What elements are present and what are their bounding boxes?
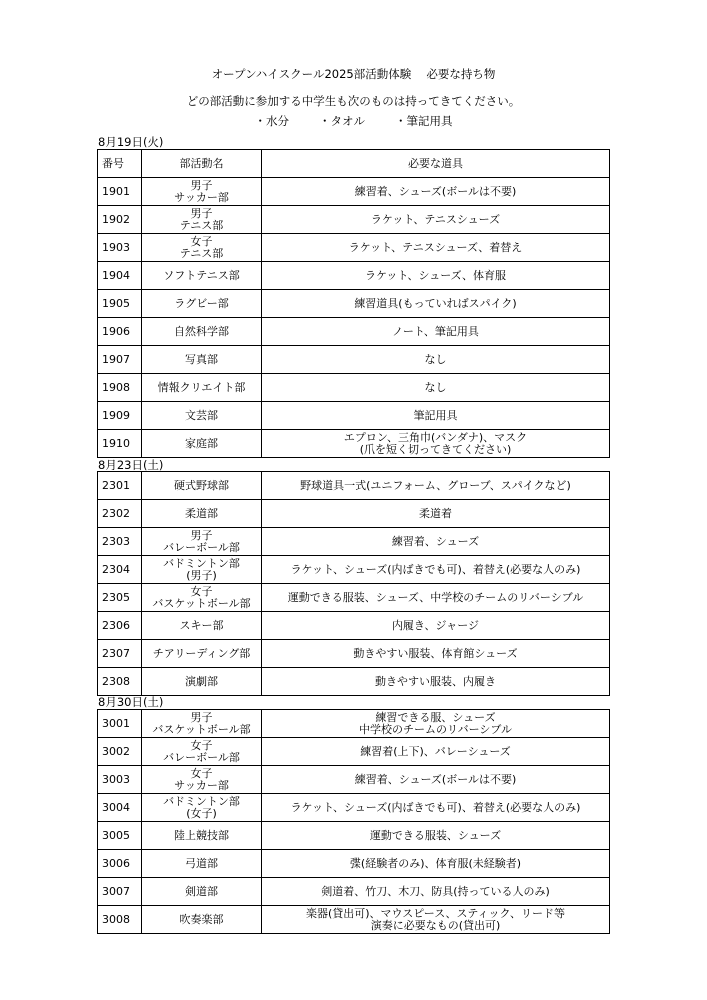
- club-items-cell: 練習着、シューズ(ボールは不要): [262, 178, 610, 206]
- table-row: [98, 528, 610, 556]
- club-items-cell: 動きやすい服装、体育館シューズ: [262, 640, 610, 668]
- session-date-0823: 8月23日(土): [98, 458, 164, 472]
- table-row: [98, 402, 610, 430]
- club-items-cell: ラケット、シューズ、体育服: [262, 262, 610, 290]
- club-name-cell: ソフトテニス部: [142, 262, 262, 290]
- club-name-cell: 剣道部: [142, 878, 262, 906]
- common-item-towel: ・タオル: [319, 114, 365, 128]
- club-name-cell: バドミントン部 (男子): [142, 556, 262, 584]
- table-row: [98, 234, 610, 262]
- club-number-cell: 2301: [98, 472, 142, 500]
- club-number-cell: 3002: [98, 738, 142, 766]
- club-items-cell: 練習着(上下)、バレーシューズ: [262, 738, 610, 766]
- club-number-cell: 1910: [98, 430, 142, 458]
- table-row: [98, 766, 610, 794]
- club-name-cell: 演劇部: [142, 668, 262, 696]
- club-number-cell: 3004: [98, 794, 142, 822]
- table-row: [98, 290, 610, 318]
- col-header-club: 部活動名: [142, 150, 262, 178]
- club-items-cell: 運動できる服装、シューズ: [262, 822, 610, 850]
- table-row: [98, 822, 610, 850]
- club-table-0823: [97, 471, 610, 696]
- club-number-cell: 3003: [98, 766, 142, 794]
- club-items-cell: 練習できる服、シューズ 中学校のチームのリバーシブル: [262, 710, 610, 738]
- table-row: [98, 556, 610, 584]
- club-items-cell: ラケット、シューズ(内ばきでも可)、着替え(必要な人のみ): [262, 556, 610, 584]
- club-items-cell: 練習道具(もっていればスパイク): [262, 290, 610, 318]
- session-date-0819: 8月19日(火): [98, 135, 164, 149]
- common-item-stationery: ・筆記用具: [395, 114, 453, 128]
- club-items-cell: 柔道着: [262, 500, 610, 528]
- club-name-cell: 男子 バスケットボール部: [142, 710, 262, 738]
- club-items-cell: ラケット、シューズ(内ばきでも可)、着替え(必要な人のみ): [262, 794, 610, 822]
- table-row: [98, 318, 610, 346]
- table-row: [98, 878, 610, 906]
- club-number-cell: 1907: [98, 346, 142, 374]
- club-number-cell: 1902: [98, 206, 142, 234]
- club-items-cell: 剣道着、竹刀、木刀、防具(持っている人のみ): [262, 878, 610, 906]
- table-row: [98, 430, 610, 458]
- notice-text: どの部活動に参加する中学生も次のものは持ってきてください。: [186, 94, 521, 108]
- club-name-cell: 柔道部: [142, 500, 262, 528]
- col-header-items: 必要な道具: [262, 150, 610, 178]
- club-name-cell: 男子 テニス部: [142, 206, 262, 234]
- club-name-cell: 家庭部: [142, 430, 262, 458]
- club-name-cell: 女子 バレーボール部: [142, 738, 262, 766]
- club-items-cell: 弽(経験者のみ)、体育服(未経験者): [262, 850, 610, 878]
- table-header-row: [98, 150, 610, 178]
- table-row: [98, 374, 610, 402]
- table-row: [98, 794, 610, 822]
- club-number-cell: 2303: [98, 528, 142, 556]
- common-item-water: ・水分: [254, 114, 289, 128]
- table-row: [98, 906, 610, 934]
- club-number-cell: 1909: [98, 402, 142, 430]
- club-number-cell: 3005: [98, 822, 142, 850]
- club-number-cell: 2304: [98, 556, 142, 584]
- club-name-cell: 自然科学部: [142, 318, 262, 346]
- col-header-number: 番号: [98, 150, 142, 178]
- table-row: [98, 206, 610, 234]
- table-row: [98, 640, 610, 668]
- club-name-cell: スキー部: [142, 612, 262, 640]
- club-number-cell: 2302: [98, 500, 142, 528]
- club-number-cell: 3007: [98, 878, 142, 906]
- table-body: [98, 710, 610, 934]
- club-number-cell: 1905: [98, 290, 142, 318]
- club-name-cell: 情報クリエイト部: [142, 374, 262, 402]
- club-name-cell: 陸上競技部: [142, 822, 262, 850]
- session-date-0830: 8月30日(土): [98, 695, 164, 709]
- table-body: [98, 178, 610, 458]
- table-row: [98, 738, 610, 766]
- club-items-cell: 楽器(貸出可)、マウスピース、スティック、リード等 演奏に必要なもの(貸出可): [262, 906, 610, 934]
- club-name-cell: 硬式野球部: [142, 472, 262, 500]
- club-items-cell: なし: [262, 346, 610, 374]
- table-row: [98, 710, 610, 738]
- club-items-cell: 動きやすい服装、内履き: [262, 668, 610, 696]
- table-row: [98, 668, 610, 696]
- table-row: [98, 178, 610, 206]
- club-items-cell: ラケット、テニスシューズ、着替え: [262, 234, 610, 262]
- club-number-cell: 1903: [98, 234, 142, 262]
- club-number-cell: 2307: [98, 640, 142, 668]
- club-number-cell: 1906: [98, 318, 142, 346]
- common-items: [0, 113, 707, 129]
- table-row: [98, 850, 610, 878]
- club-name-cell: 女子 サッカー部: [142, 766, 262, 794]
- club-name-cell: 男子 サッカー部: [142, 178, 262, 206]
- club-number-cell: 2305: [98, 584, 142, 612]
- club-name-cell: 女子 バスケットボール部: [142, 584, 262, 612]
- club-items-cell: ラケット、テニスシューズ: [262, 206, 610, 234]
- club-items-cell: 筆記用具: [262, 402, 610, 430]
- club-number-cell: 2306: [98, 612, 142, 640]
- club-items-cell: ノート、筆記用具: [262, 318, 610, 346]
- table-row: [98, 262, 610, 290]
- table-row: [98, 584, 610, 612]
- club-number-cell: 3006: [98, 850, 142, 878]
- club-items-cell: 練習着、シューズ: [262, 528, 610, 556]
- club-name-cell: チアリーディング部: [142, 640, 262, 668]
- club-items-cell: 野球道具一式(ユニフォーム、グローブ、スパイクなど): [262, 472, 610, 500]
- table-row: [98, 472, 610, 500]
- club-name-cell: 吹奏楽部: [142, 906, 262, 934]
- club-items-cell: なし: [262, 374, 610, 402]
- club-name-cell: 弓道部: [142, 850, 262, 878]
- page-title: オープンハイスクール2025部活動体験 必要な持ち物: [211, 67, 496, 81]
- club-items-cell: 運動できる服装、シューズ、中学校のチームのリバーシブル: [262, 584, 610, 612]
- club-name-cell: バドミントン部 (女子): [142, 794, 262, 822]
- club-name-cell: 文芸部: [142, 402, 262, 430]
- club-items-cell: 内履き、ジャージ: [262, 612, 610, 640]
- club-number-cell: 1904: [98, 262, 142, 290]
- club-number-cell: 1908: [98, 374, 142, 402]
- club-table-0830: [97, 709, 610, 934]
- club-name-cell: 女子 テニス部: [142, 234, 262, 262]
- club-number-cell: 3008: [98, 906, 142, 934]
- club-table-0819: [97, 149, 610, 458]
- club-items-cell: エプロン、三角巾(バンダナ)、マスク (爪を短く切ってきてください): [262, 430, 610, 458]
- club-number-cell: 3001: [98, 710, 142, 738]
- club-name-cell: 写真部: [142, 346, 262, 374]
- table-row: [98, 500, 610, 528]
- table-body: [98, 472, 610, 696]
- club-number-cell: 2308: [98, 668, 142, 696]
- club-items-cell: 練習着、シューズ(ボールは不要): [262, 766, 610, 794]
- table-row: [98, 612, 610, 640]
- club-name-cell: 男子 バレーボール部: [142, 528, 262, 556]
- table-row: [98, 346, 610, 374]
- club-number-cell: 1901: [98, 178, 142, 206]
- club-name-cell: ラグビー部: [142, 290, 262, 318]
